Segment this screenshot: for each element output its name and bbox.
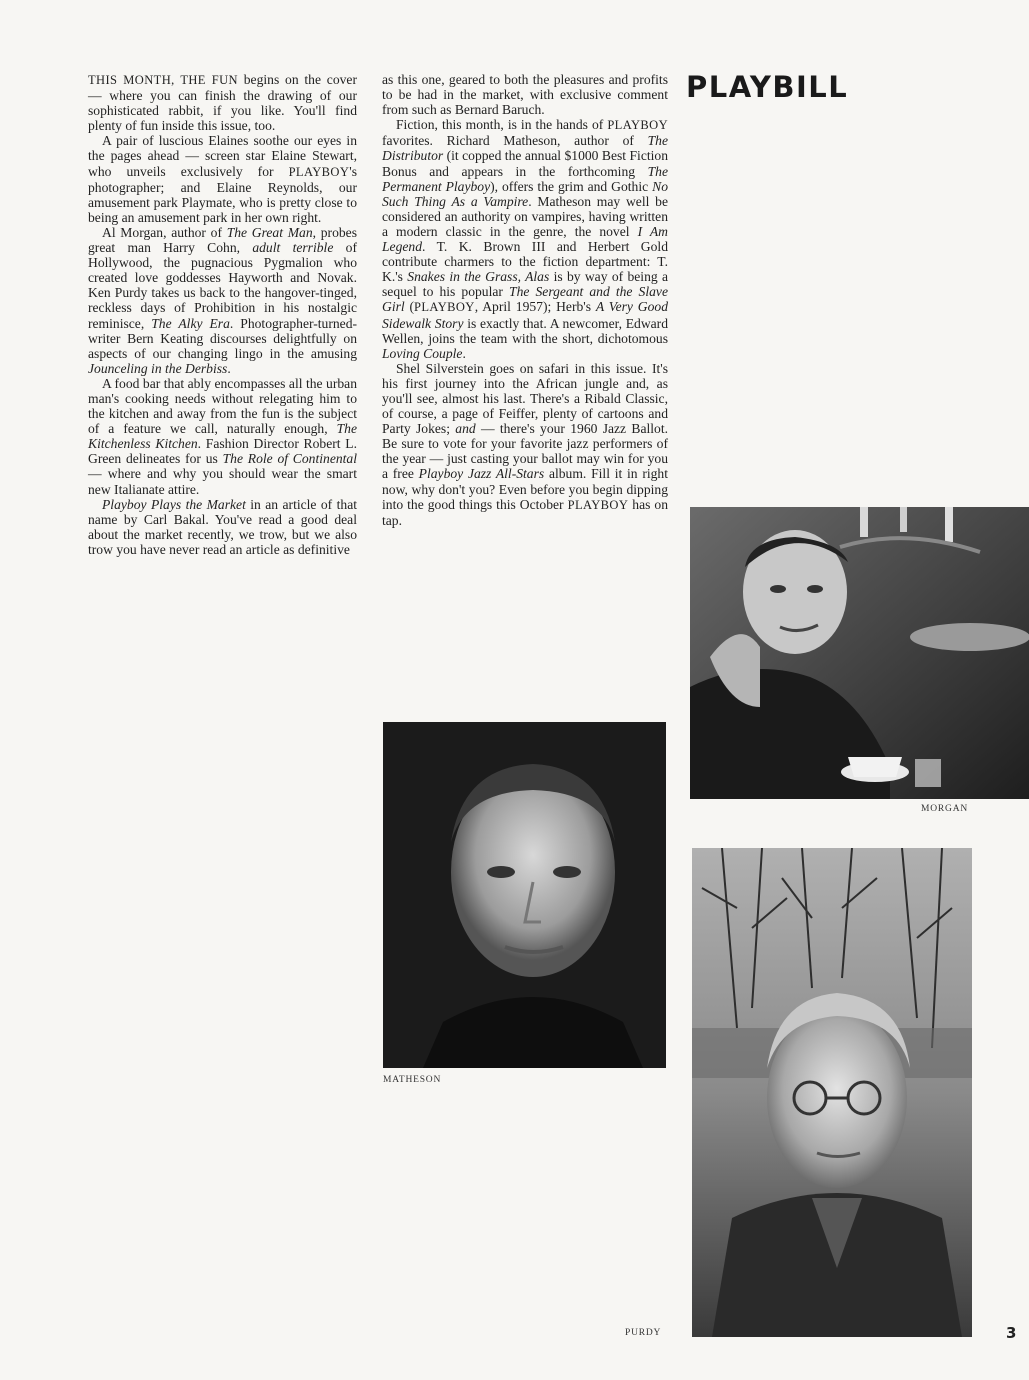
text: of Hollywood, the pugnacious Pygmalion who created love goddesses Hayworth and Novak. Ken Purdy takes us back to the hangover-tinged, reckless days of Prohibition in his nostalgic reminisce, [88,240,357,331]
title-italic: Jounceling in the Derbiss [88,360,228,376]
text: (it copped the annual $1000 Best Fiction Bonus and appears in the forthcoming [382,148,668,179]
text: Shel Silverstein goes on safari in this issue. It's his first journey into the African jungle and, as you'll see, almost his last. There's a Ribald Classic, of course, a page of Feiffer, plenty of cartoons and Party Jokes; [382,360,668,437]
column-left [88,72,357,557]
magazine-name: PLAYBOY [288,164,350,179]
text: A food bar that ably encompasses all the urban man's cooking needs without relegating him to the kitchen and away from the fun is the subject of a feature we call, naturally enough, [88,375,357,437]
title-italic: Loving Couple [382,345,463,361]
paragraph [382,117,668,361]
matheson-photo [383,722,666,1068]
text: . Matheson may well be considered an authority on vampires, having written a modern classic in the genre, the novel [382,193,668,239]
caption-purdy: PURDY [625,1328,662,1338]
text: album. Fill it in right now, why don't you? Even before you begin dipping into the good things this October [382,466,669,512]
text: Fiction, this month, is in the hands of [396,117,608,133]
magazine-name: PLAYBOY [567,497,629,512]
text: begins on the cover — where you can finish the drawing of our sophisticated rabbit, if you like. You'll find plenty of fun inside this issue, too. [88,72,357,134]
title-italic: The Great Man [226,224,313,240]
text: . [462,345,466,361]
text: is by way of being a sequel to his popular [382,269,669,300]
text: , April 1957); Herb's [474,299,596,315]
text: as this one, geared to both the pleasures and profits to be had in the market, with exclusive comment from such as Bernard Baruch. [382,72,668,118]
paragraph [88,133,357,225]
text: 's photographer; and Elaine Reynolds, our amusement park Playmate, who is pretty close to being an amusement park in her own right. [88,163,357,225]
paragraph [88,376,357,497]
paragraph [382,72,668,117]
title-italic: I Am Legend [382,223,668,255]
text: in an article of that name by Carl Bakal. You've read a good deal about the market recently, we trow, but we also trow you have never read an article as definitive [88,496,358,557]
title-italic: Snakes in the Grass, Alas [407,269,550,285]
magazine-name: PLAYBOY [414,300,475,315]
paragraph [88,72,357,133]
purdy-photo [692,848,972,1337]
paragraph [88,497,357,557]
title-italic: The Alky Era [151,315,230,331]
title-italic: Playboy Jazz All-Stars [418,466,545,482]
text: — where and why you should wear the smart new Italianate attire. [88,466,357,497]
title-italic: The Sergeant and the Slave Girl [382,284,668,315]
lead-in: THIS MONTH, THE FUN [88,73,238,87]
paragraph [88,225,357,376]
title-italic: and [455,421,476,437]
title-italic: No Such Thing As a Vampire [382,178,668,209]
masthead-title: PLAYBILL [686,70,849,104]
text: . Fashion Director Robert L. Green delineates for us [88,436,357,467]
title-italic: The Permanent Playboy [382,163,668,194]
title-italic: The Role of Continental [222,451,358,467]
text: A pair of luscious Elaines soothe our eyes in the pages ahead — screen star Elaine Stewart, who unveils exclusively for [88,133,357,179]
title-italic: The Distributor [382,133,668,164]
text: . [227,360,231,376]
caption-matheson: MATHESON [383,1075,442,1085]
text: Al Morgan, author of [102,224,227,240]
text: ), offers the grim and Gothic [490,178,653,194]
title-italic: Playboy Plays the Market [102,496,246,512]
page-number: 3 [1006,1324,1017,1342]
text: favorites. Richard Matheson, author of [382,133,648,149]
morgan-photo [690,507,1029,799]
paragraph [382,361,668,528]
title-italic: A Very Good Sidewalk Story [382,299,668,331]
text: is exactly that. A newcomer, Edward Wellen, joins the team with the short, dichotomous [382,315,668,346]
text: ( [404,299,415,315]
text: — there's your 1960 Jazz Ballot. Be sure to vote for your favorite jazz performers of the year — just casting your ballot may win for you a free [382,421,669,482]
magazine-name: PLAYBOY [607,118,668,133]
text: . Photographer-turned-writer Bern Keating discourses delightfully on aspects of our changing lingo in the amusing [88,315,358,361]
caption-morgan: MORGAN [921,804,969,814]
text: , probes great man Harry Cohn, [88,224,357,256]
text: has on tap. [382,496,668,528]
title-italic: adult terrible [252,240,334,256]
text: . T. K. Brown III and Herbert Gold contribute charmers to the fiction department: T. K.'s [382,239,668,285]
title-italic: The Kitchenless Kitchen [88,421,357,452]
column-middle [382,72,668,528]
